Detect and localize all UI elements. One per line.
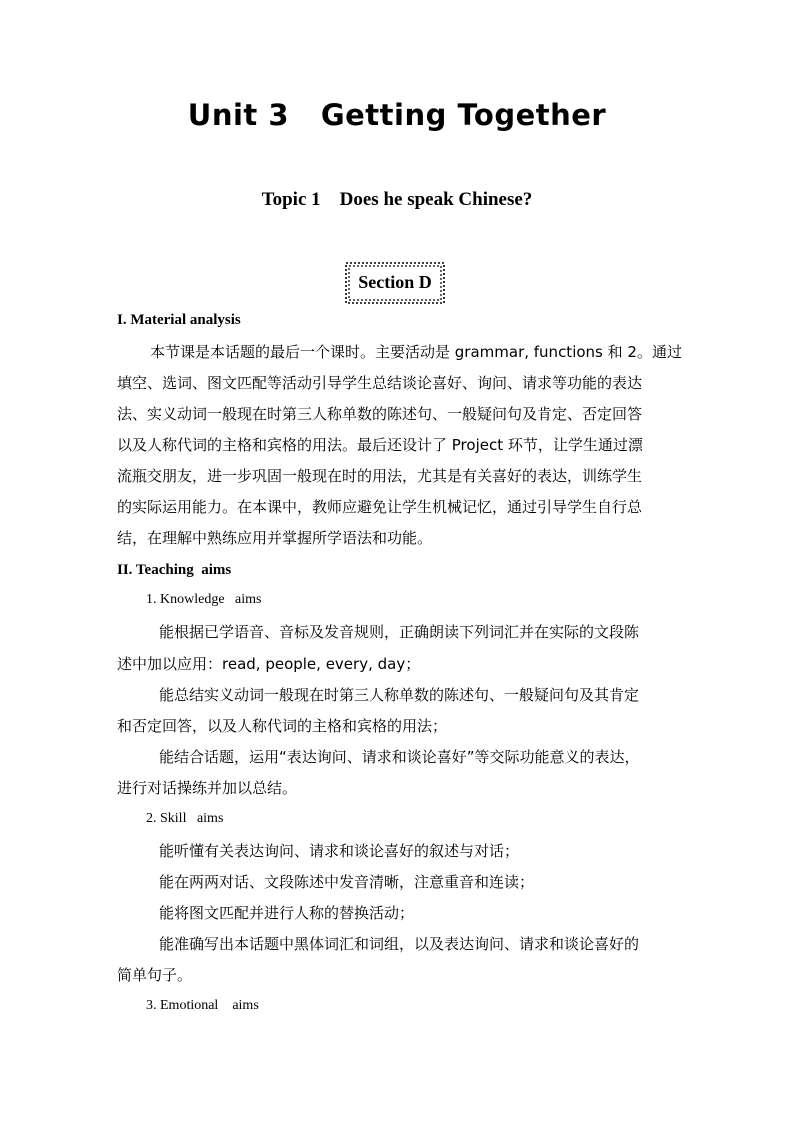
- unit-title: Unit 3 Getting Together: [187, 98, 607, 132]
- paragraph-line: 能结合话题，运用“表达询问、请求和谈论喜好”等交际功能意义的表达，: [159, 748, 640, 766]
- paragraph-line: 进行对话操练并加以总结。: [117, 779, 298, 797]
- paragraph-line: 法、实义动词一般现在时第三人称单数的陈述句、一般疑问句及肯定、否定回答: [117, 405, 643, 423]
- subheading-skill-aims: 2. Skill aims: [146, 811, 224, 826]
- paragraph-line: 和否定回答，以及人称代词的主格和宾格的用法；: [117, 717, 448, 735]
- paragraph-line: 能听懂有关表达询问、请求和谈论喜好的叙述与对话；: [159, 842, 520, 860]
- paragraph-line: 结，在理解中熟练应用并掌握所学语法和功能。: [117, 529, 433, 547]
- paragraph-line: 填空、选词、图文匹配等活动引导学生总结谈论喜好、询问、请求等功能的表达: [117, 374, 643, 392]
- paragraph-line: 以及人称代词的主格和宾格的用法。最后还设计了 Project 环节，让学生通过漂: [117, 436, 643, 454]
- topic-title: Topic 1 Does he speak Chinese?: [261, 189, 533, 210]
- paragraph-line: 流瓶交朋友，进一步巩固一般现在时的用法，尤其是有关喜好的表达，训练学生: [117, 467, 643, 485]
- paragraph-line: 简单句子。: [117, 966, 193, 984]
- heading-teaching-aims: II. Teaching aims: [117, 562, 232, 578]
- paragraph-line: 的实际运用能力。在本课中，教师应避免让学生机械记忆，通过引导学生自行总: [117, 498, 643, 516]
- paragraph-line: 述中加以应用：read, people, every, day；: [117, 655, 421, 673]
- paragraph-line: 本节课是本话题的最后一个课时。主要活动是 grammar, functions 和 2。通过: [150, 343, 682, 361]
- paragraph-line: 能将图文匹配并进行人称的替换活动；: [159, 904, 415, 922]
- subheading-knowledge-aims: 1. Knowledge aims: [146, 592, 262, 607]
- heading-material-analysis: I. Material analysis: [117, 312, 241, 328]
- subheading-emotional-aims: 3. Emotional aims: [146, 998, 259, 1013]
- section-badge: [343, 260, 447, 306]
- paragraph-line: 能根据已学语音、音标及发音规则，正确朗读下列词汇并在实际的文段陈: [159, 623, 640, 641]
- paragraph-line: 能在两两对话、文段陈述中发音清晰，注意重音和连读；: [159, 873, 535, 891]
- section-label: Section D: [358, 272, 432, 292]
- paragraph-line: 能总结实义动词一般现在时第三人称单数的陈述句、一般疑问句及其肯定: [159, 686, 640, 704]
- paragraph-line: 能准确写出本话题中黑体词汇和词组，以及表达询问、请求和谈论喜好的: [159, 935, 640, 953]
